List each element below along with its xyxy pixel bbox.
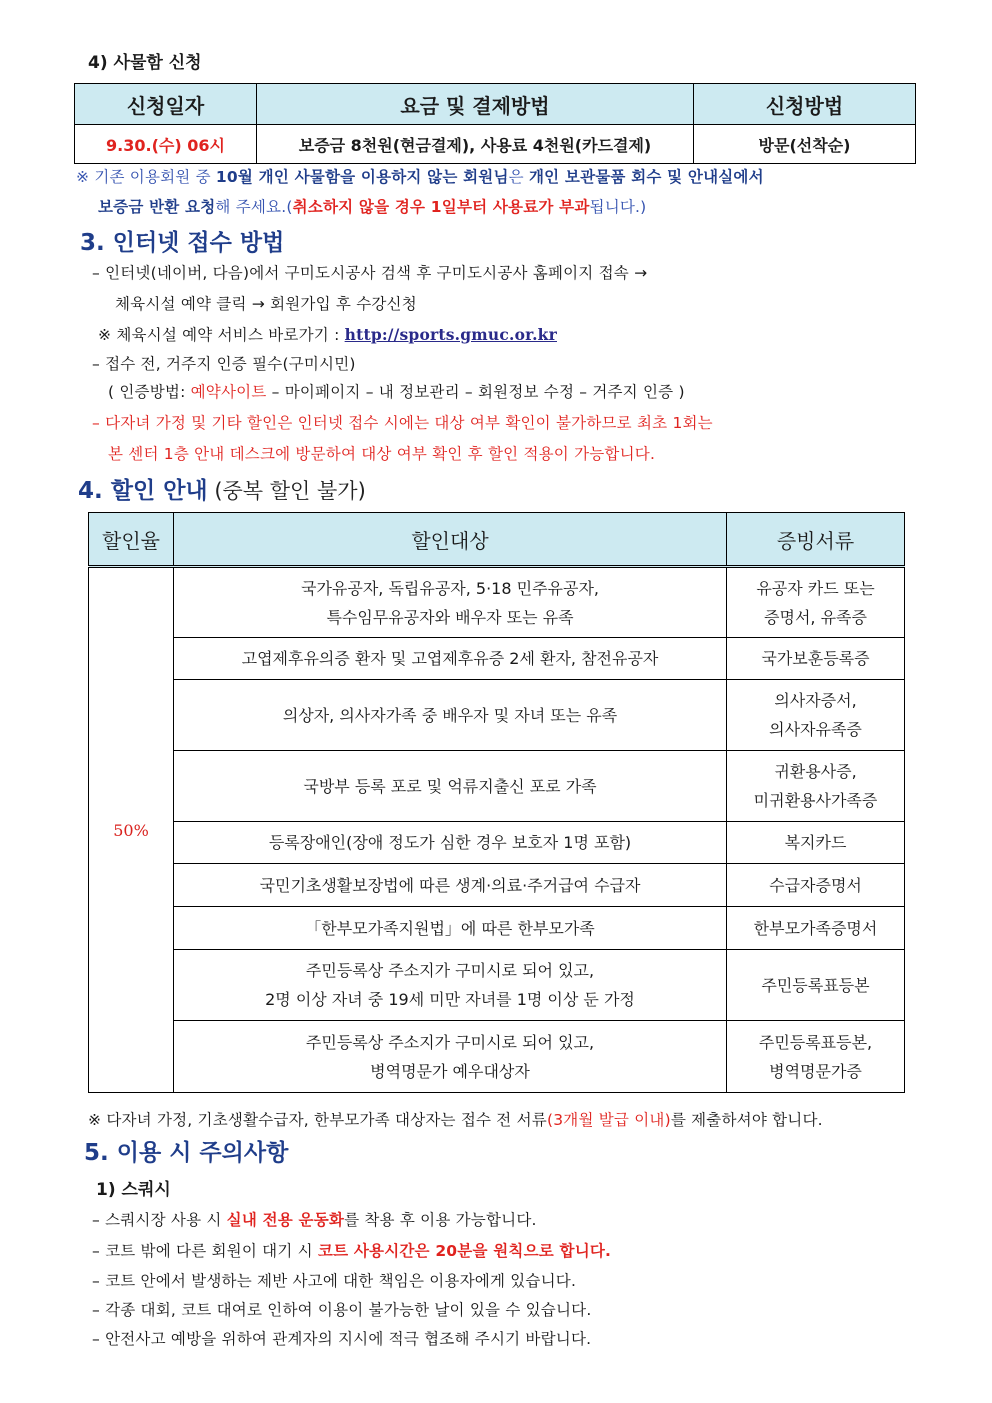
- discount-header-doc: 증빙서류: [727, 513, 905, 567]
- locker-header-method: 신청방법: [694, 84, 916, 125]
- caution-line4: – 각종 대회, 코트 대여로 인하여 이용이 불가능한 날이 있을 수 있습니다.: [92, 1301, 592, 1319]
- table-row: [89, 950, 905, 1021]
- discount-table: [88, 512, 905, 1093]
- internet-title: 3. 인터넷 접수 방법: [80, 230, 285, 256]
- discount-target: 주민등록상 주소지가 구미시로 되어 있고, 병역명문가 예우대상자: [174, 1021, 727, 1093]
- caution-line2: – 코트 밖에 다른 회원이 대기 시 코트 사용시간은 20분을 원칙으로 합니다.: [92, 1242, 612, 1260]
- caution-line1: – 스쿼시장 사용 시 실내 전용 운동화를 착용 후 이용 가능합니다.: [92, 1211, 537, 1229]
- locker-table: [74, 83, 916, 164]
- caution-line3: – 코트 안에서 발생하는 제반 사고에 대한 책임은 이용자에게 있습니다.: [92, 1272, 577, 1290]
- locker-title: 4) 사물함 신청: [88, 53, 202, 73]
- locker-note-line1: ※ 기존 이용회원 중 10월 개인 사물함을 이용하지 않는 회원님은 개인 보관물품 회수 및 안내실에서: [76, 168, 764, 186]
- discount-note: ※ 다자녀 가정, 기초생활수급자, 한부모가족 대상자는 접수 전 서류(3개월 발급 이내)를 제출하셔야 합니다.: [88, 1111, 823, 1129]
- discount-target: 국민기초생활보장법에 따른 생계·의료·주거급여 수급자: [174, 864, 727, 907]
- discount-target: 국방부 등록 포로 및 억류지출신 포로 가족: [174, 751, 727, 822]
- discount-doc: 주민등록표등본, 병역명문가증: [727, 1021, 905, 1093]
- caution-line5: – 안전사고 예방을 위하여 관계자의 지시에 적극 협조해 주시기 바랍니다.: [92, 1330, 592, 1348]
- locker-method: 방문(선착순): [694, 125, 916, 164]
- discount-target: 고엽제후유의증 환자 및 고엽제후유증 2세 환자, 참전유공자: [174, 638, 727, 680]
- caution-squash-title: 1) 스쿼시: [96, 1180, 171, 1200]
- table-row: [89, 1021, 905, 1093]
- discount-rate: 50%: [89, 567, 174, 1093]
- internet-line1: – 인터넷(네이버, 다음)에서 구미도시공사 검색 후 구미도시공사 홈페이지 접속 →: [92, 264, 648, 282]
- discount-header-target: 할인대상: [174, 513, 727, 567]
- locker-fee: 보증금 8천원(현금결제), 사용료 4천원(카드결제): [257, 125, 694, 164]
- discount-doc: 유공자 카드 또는 증명서, 유족증: [727, 567, 905, 638]
- sports-site-link[interactable]: http://sports.gmuc.or.kr: [344, 325, 557, 344]
- locker-header-date: 신청일자: [75, 84, 257, 125]
- internet-line7: 본 센터 1층 안내 데스크에 방문하여 대상 여부 확인 후 할인 적용이 가능합니다.: [108, 445, 656, 463]
- internet-line4: – 접수 전, 거주지 인증 필수(구미시민): [92, 355, 356, 373]
- locker-header-fee: 요금 및 결제방법: [257, 84, 694, 125]
- discount-doc: 귀환용사증, 미귀환용사가족증: [727, 751, 905, 822]
- discount-doc: 국가보훈등록증: [727, 638, 905, 680]
- table-row: [89, 751, 905, 822]
- table-row: [89, 638, 905, 680]
- discount-target: 등록장애인(장애 정도가 심한 경우 보호자 1명 포함): [174, 822, 727, 864]
- discount-title: 4. 할인 안내 (중복 할인 불가): [78, 478, 366, 504]
- discount-header-rate: 할인율: [89, 513, 174, 567]
- internet-line2: 체육시설 예약 클릭 → 회원가입 후 수강신청: [115, 295, 417, 313]
- discount-target: 「한부모가족지원법」에 따른 한부모가족: [174, 907, 727, 950]
- discount-doc: 한부모가족증명서: [727, 907, 905, 950]
- locker-note-line2: 보증금 반환 요청해 주세요.(취소하지 않을 경우 1일부터 사용료가 부과됩니다.): [98, 198, 647, 216]
- discount-target: 주민등록상 주소지가 구미시로 되어 있고, 2명 이상 자녀 중 19세 미만 자녀를 1명 이상 둔 가정: [174, 950, 727, 1021]
- discount-target: 의상자, 의사자가족 중 배우자 및 자녀 또는 유족: [174, 680, 727, 751]
- internet-line3: ※ 체육시설 예약 서비스 바로가기 : http://sports.gmuc.or.kr: [98, 325, 557, 344]
- discount-doc: 의사자증서, 의사자유족증: [727, 680, 905, 751]
- discount-doc: 수급자증명서: [727, 864, 905, 907]
- internet-line5: ( 인증방법: 예약사이트 – 마이페이지 – 내 정보관리 – 회원정보 수정 – 거주지 인증 ): [108, 383, 685, 401]
- internet-line6: – 다자녀 가정 및 기타 할인은 인터넷 접수 시에는 대상 여부 확인이 불가하므로 최초 1회는: [92, 414, 713, 432]
- table-row: [89, 822, 905, 864]
- locker-date: 9.30.(수) 06시: [75, 125, 257, 164]
- discount-target: 국가유공자, 독립유공자, 5·18 민주유공자, 특수임무유공자와 배우자 또는 유족: [174, 567, 727, 638]
- table-row: [89, 907, 905, 950]
- table-row: [89, 680, 905, 751]
- caution-title: 5. 이용 시 주의사항: [84, 1140, 289, 1166]
- table-row: [89, 567, 905, 638]
- discount-doc: 주민등록표등본: [727, 950, 905, 1021]
- table-row: [89, 864, 905, 907]
- discount-doc: 복지카드: [727, 822, 905, 864]
